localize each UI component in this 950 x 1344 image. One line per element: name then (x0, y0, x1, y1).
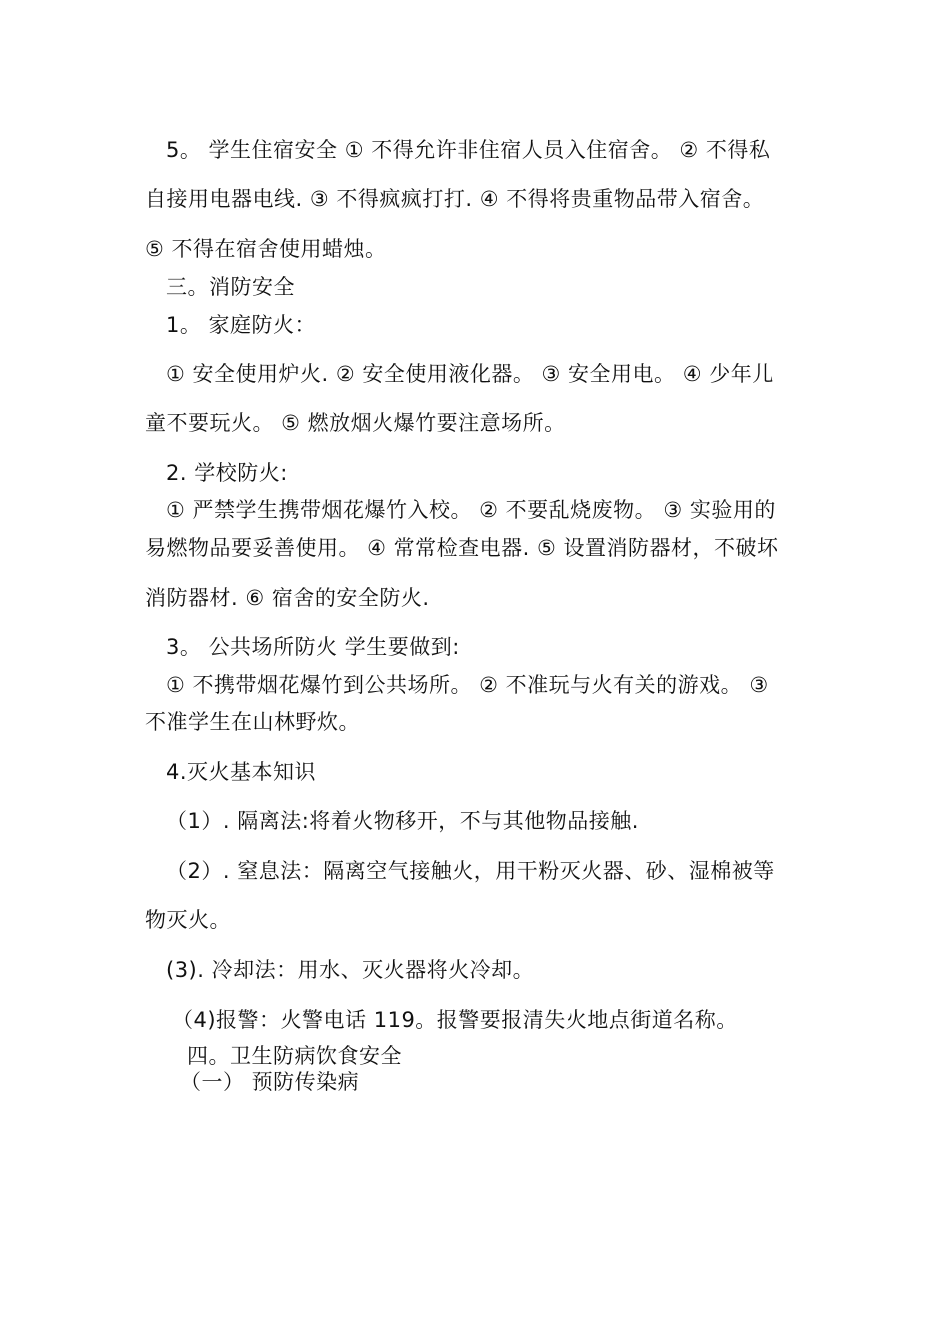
line-extinguish-heading: 4.灭火基本知识 (166, 760, 317, 784)
line-20: （4)报警：火警电话 119。报警要报清失火地点街道名称。 (172, 1008, 738, 1032)
line-22: （一） 预防传染病 (180, 1070, 360, 1094)
line-2: 自接用电器电线. ③ 不得疯疯打打. ④ 不得将贵重物品带入宿舍。 (145, 187, 765, 211)
line-11: 消防器材. ⑥ 宿舍的安全防火. (145, 586, 430, 610)
line-school-fire-heading: 2. 学校防火: (166, 461, 288, 485)
section-heading-health: 四。卫生防病饮食安全 (187, 1044, 402, 1068)
line-9: ① 严禁学生携带烟花爆竹入校。 ② 不要乱烧废物。 ③ 实验用的 (166, 498, 776, 522)
line-16: （1）. 隔离法:将着火物移开，不与其他物品接触. (166, 809, 639, 833)
line-13: ① 不携带烟花爆竹到公共场所。 ② 不准玩与火有关的游戏。 ③ (166, 673, 769, 697)
section-heading-fire-safety: 三。消防安全 (166, 275, 295, 299)
line-7: 童不要玩火。 ⑤ 燃放烟火爆竹要注意场所。 (145, 411, 566, 435)
line-home-fire-heading: 1。 家庭防火： (166, 313, 317, 337)
line-18: 物灭火。 (145, 908, 231, 932)
line-17: （2）. 窒息法：隔离空气接触火，用干粉灭火器、砂、湿棉被等 (166, 859, 775, 883)
line-1: 5。 学生住宿安全 ① 不得允许非住宿人员入住宿舍。 ② 不得私 (166, 138, 771, 162)
line-3: ⑤ 不得在宿舍使用蜡烛。 (145, 237, 387, 261)
line-10: 易燃物品要妥善使用。 ④ 常常检查电器. ⑤ 设置消防器材，不破坏 (145, 536, 779, 560)
line-6: ① 安全使用炉火. ② 安全使用液化器。 ③ 安全用电。 ④ 少年儿 (166, 362, 774, 386)
line-public-fire-heading: 3。 公共场所防火 学生要做到: (166, 635, 460, 659)
line-19: (3). 冷却法：用水、灭火器将火冷却。 (166, 958, 535, 982)
line-14: 不准学生在山林野炊。 (145, 710, 360, 734)
